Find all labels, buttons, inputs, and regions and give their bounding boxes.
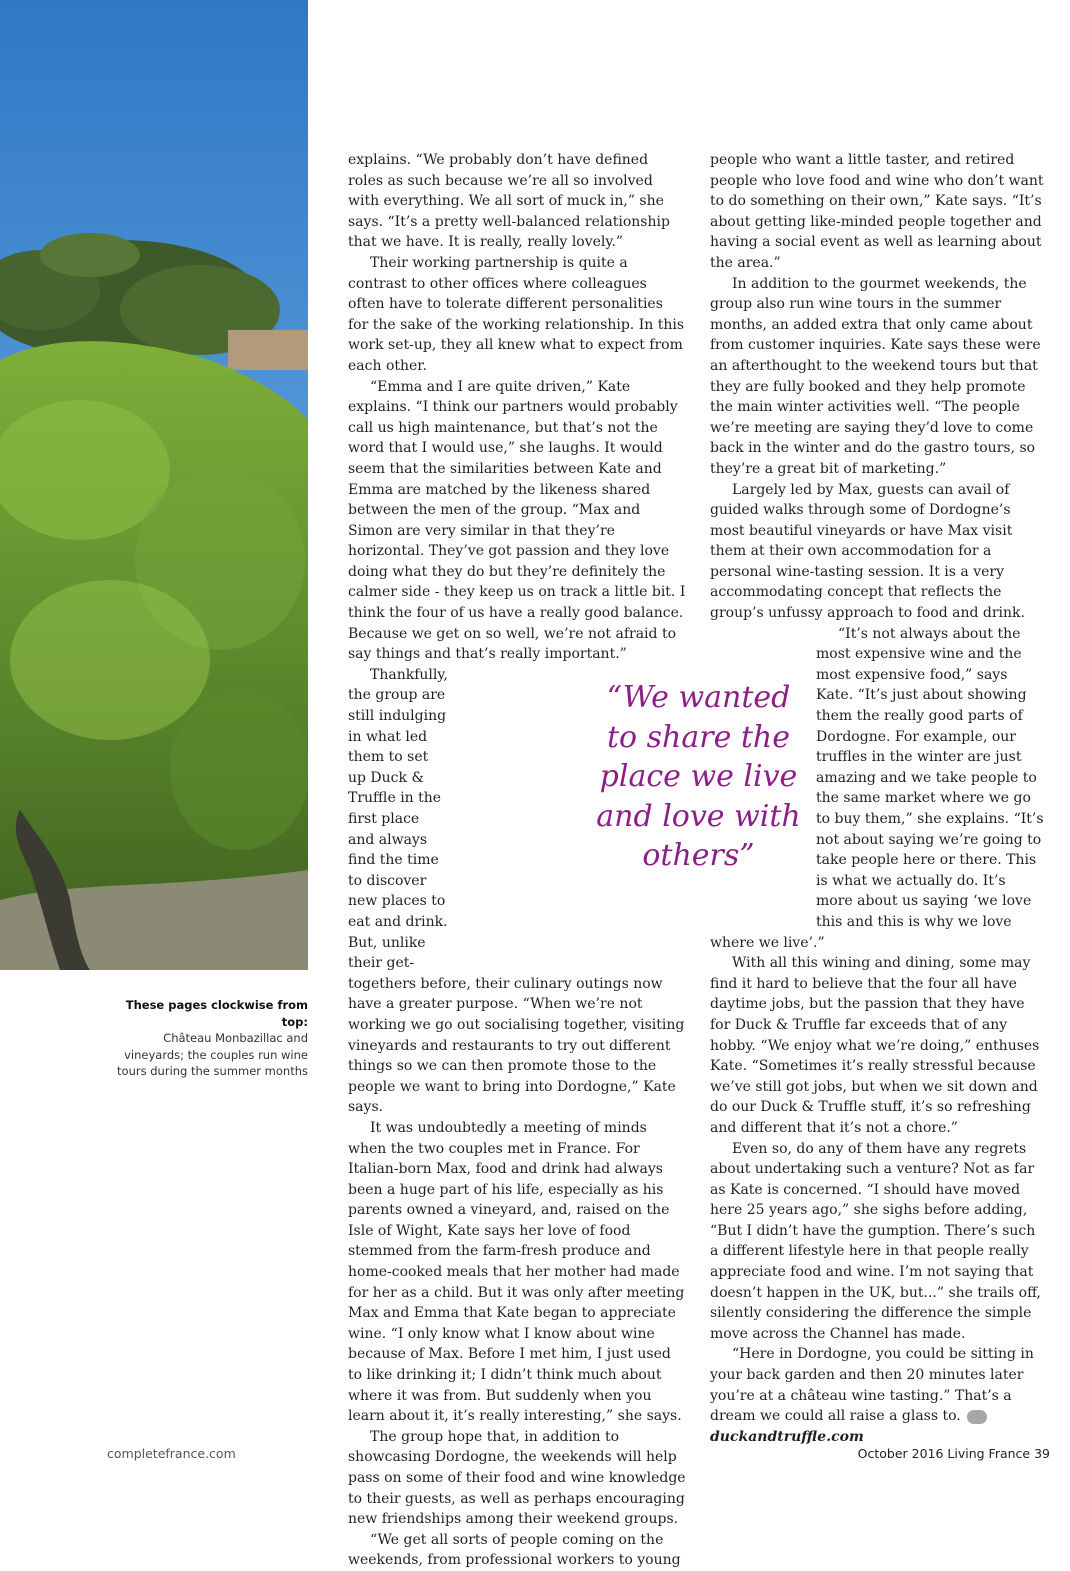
paragraph: “We get all sorts of people coming on the weekends, from professional workers to young: [348, 1531, 681, 1569]
paragraph: With all this wining and dining, some may find it hard to believe that the four all have daytime jobs, but the passion that they have for Duck & Truffle far exceeds that of any hobby. “We enjoy what we’re doing,” enthuses Kate. “Sometimes it’s really stressful because we’ve still got jobs, but when we sit down and do our Duck & Truffle stuff, it’s so refreshing and different that it’s not a chore.”: [710, 955, 1040, 1136]
vineyard-photo: [0, 0, 308, 970]
paragraph: explains. “We probably don’t have defined roles as such because we’re all so involved with everything. We all sort of muck in,” she says. “It’s a pretty well-balanced relationship that we have. It is really, really lovely.”: [348, 152, 670, 251]
footer-issue-page: October 2016 Living France 39: [857, 1446, 1050, 1461]
paragraph: The group hope that, in addition to showcasing Dordogne, the weekends will help pass on some of their food and wine knowledge to their guests, as well as perhaps encouraging new friendships among their weekend groups.: [348, 1428, 686, 1528]
paragraph-text: “It’s not always about the most expensive wine and the most expensive food,” says Kate. “It’s just about showing them the really good parts of Dordogne. For example, our truffles in the winter are just amazing and we take people to the same market where we go to buy them,” she explains. “It’s not about saying we’re going to take people here or there. This is what we actually do. It’s more about us saying ‘we love this and this is why we love where we live’.”: [710, 625, 1044, 951]
paragraph: In addition to the gourmet weekends, the group also run wine tours in the summer months, an added extra that only came about from customer inquiries. Kate says these were an afterthought to the weekend tours but that they are fully booked and they help promote the main winter activities well. “The people we’re meeting are saying they’d love to come back in the winter and do the gastro tours, so they’re a great bit of marketing.”: [710, 275, 1041, 477]
paragraph: “Emma and I are quite driven,” Kate explains. “I think our partners would probably call us high maintenance, but that’s not the word that I would use,” she laughs. It would seem that the similarities between Kate and Emma are matched by the likeness shared between the men of the group. “Max and Simon are very similar in that they’re horizontal. They’ve got passion and they love doing what they do but they’re definitely the calmer side - they keep us on track a little bit. I think the four of us have a really good balance. Because we get on so well, we’re not afraid to say things and that’s really important.”: [348, 378, 686, 663]
living-france-signoff-badge: LF: [967, 1410, 987, 1424]
paragraph: people who want a little taster, and retired people who love food and wine who don’t want to do something on their own,” Kate says. “It’s about getting like-minded people together and having a social event as well as learning about the area.”: [710, 152, 1044, 271]
paragraph: Even so, do any of them have any regrets about undertaking such a venture? Not as far as Kate is concerned. “I should have moved here 25 years ago,” she sighs before adding, “But I didn’t have the gumption. There’s such a different lifestyle here in that people really appreciate food and wine. I’m not saying that doesn’t happen in the UK, but...” she trails off, silently considering the difference the simple move across the Channel has made.: [710, 1140, 1042, 1342]
website-link[interactable]: duckandtruffle.com: [710, 1428, 864, 1445]
vineyard-illustration: [0, 0, 308, 970]
paragraph: Largely led by Max, guests can avail of guided walks through some of Dordogne’s most beautiful vineyards or have Max visit them at their own accommodation for a personal wine-tasting session. It is a very accommodating concept that reflects the group’s unfussy approach to food and drink.: [710, 481, 1025, 622]
caption-lead: These pages clockwise from top:: [125, 998, 308, 1029]
paragraph-text: “Here in Dordogne, you could be sitting in your back garden and then 20 minutes later you’re at a château wine tasting.” That’s a dream we could all raise a glass to.: [710, 1346, 1034, 1425]
pull-quote: “We wanted to share the place we live and love with others”: [596, 680, 801, 873]
caption-body: Château Monbazillac and vineyards; the couples run wine tours during the summer months: [117, 1031, 308, 1078]
paragraph: Thankfully, the group are still indulging in what led them to set up Duck & Truffle in the first place and always find the time to discover new places to eat and drink. But, unlike their get-togethers before, their culinary outings now have a greater purpose. “When we’re not working we go out socialising together, visiting vineyards and restaurants to try out different things so we can then promote those to the people we want to bring into Dordogne,” Kate says.: [348, 666, 685, 1116]
footer-website[interactable]: completefrance.com: [107, 1446, 236, 1461]
photo-caption: [100, 997, 308, 1080]
paragraph: It was undoubtedly a meeting of minds when the two couples met in France. For Italian-born Max, food and drink had always been a huge part of his life, especially as his parents owned a vineyard, and, raised on the Isle of Wight, Kate says her love of food stemmed from the farm-fresh produce and home-cooked meals that her mother had made for her as a child. But it was only after meeting Max and Emma that Kate began to appreciate wine. “I only know what I know about wine because of Max. Before I met him, I just used to like drinking it; I didn’t think much about where it was from. But suddenly when you learn about it, it’s really interesting,” she says.: [348, 1119, 685, 1425]
paragraph: Their working partnership is quite a contrast to other offices where colleagues often have to tolerate different personalities for the sake of the working relationship. In this work set-up, they all knew what to expect from each other.: [348, 254, 685, 374]
closing-paragraph: [710, 1344, 1046, 1426]
website-line: [710, 1427, 1046, 1448]
